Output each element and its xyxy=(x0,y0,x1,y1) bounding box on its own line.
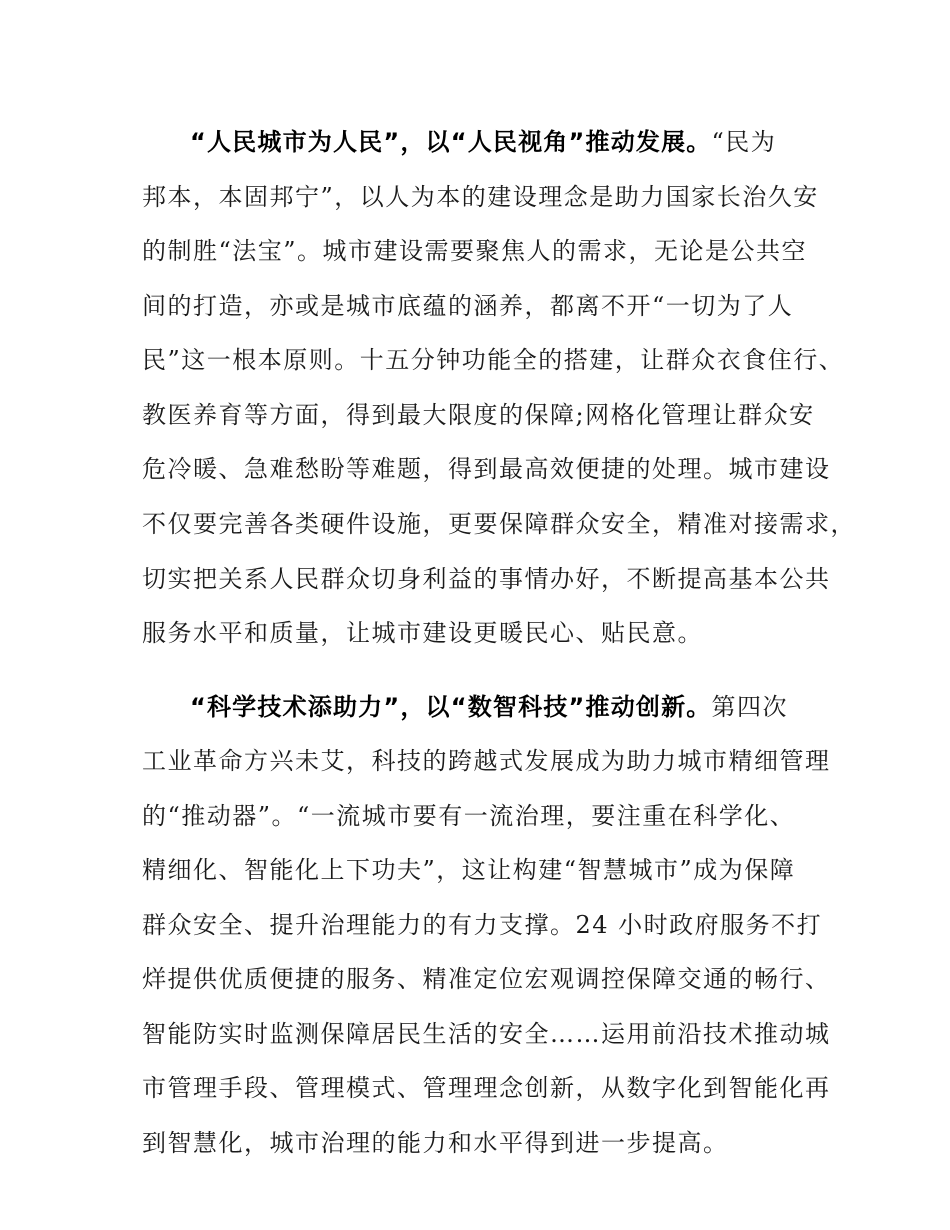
paragraph-1-line-5: 民”这一根本原则。十五分钟功能全的搭建，让群众衣食住行、 xyxy=(142,346,845,374)
paragraph-1-line-2: 邦本，本固邦宁”，以人为本的建设理念是助力国家长治久安 xyxy=(142,183,819,211)
paragraph-1-line-10: 服务水平和质量，让城市建设更暖民心、贴民意。 xyxy=(142,619,703,647)
paragraph-2-line-9: 到智慧化，城市治理的能力和水平得到进一步提高。 xyxy=(142,1129,729,1157)
paragraph-1-lead-heading: “人民城市为人民”，以“人民视角”推动发展。 xyxy=(190,128,712,156)
paragraph-1-line-9: 切实把关系人民群众切身利益的事情办好，不断提高基本公共 xyxy=(142,565,831,593)
paragraph-2-text: 第四次 xyxy=(711,693,788,721)
paragraph-1-line-4: 间的打造，亦或是城市底蕴的涵养，都离不开“一切为了人 xyxy=(142,292,794,320)
paragraph-1-line-3: 的制胜“法宝”。城市建设需要聚焦人的需求，无论是公共空 xyxy=(142,237,808,265)
paragraph-1-line-8: 不仅要完善各类硬件设施，更要保障群众安全，精准对接需求， xyxy=(142,510,856,538)
paragraph-1-line-7: 危冷暖、急难愁盼等难题，得到最高效便捷的处理。城市建设 xyxy=(142,455,831,483)
paragraph-1-text: “民为 xyxy=(711,128,777,156)
paragraph-2-line-5: 群众安全、提升治理能力的有力支撑。24 小时政府服务不打 xyxy=(142,911,823,939)
paragraph-1-line-6: 教医养育等方面，得到最大限度的保障;网格化管理让群众安 xyxy=(142,401,815,429)
paragraph-2-line-4: 精细化、智能化上下功夫”，这让构建“智慧城市”成为保障 xyxy=(142,856,796,884)
paragraph-2-line-6: 烊提供优质便捷的服务、精准定位宏观调控保障交通的畅行、 xyxy=(142,965,831,993)
paragraph-2-line-3: 的“推动器”。“一流城市要有一流治理，要注重在科学化、 xyxy=(142,802,796,830)
paragraph-1-line-1 xyxy=(190,127,776,157)
paragraph-2-line-1 xyxy=(190,692,788,722)
paragraph-2-line-7: 智能防实时监测保障居民生活的安全……运用前沿技术推动城 xyxy=(142,1020,831,1048)
paragraph-2-line-8: 市管理手段、管理模式、管理理念创新，从数字化到智能化再 xyxy=(142,1074,831,1102)
paragraph-2-lead-heading: “科学技术添助力”，以“数智科技”推动创新。 xyxy=(190,693,712,721)
paragraph-2-line-2: 工业革命方兴未艾，科技的跨越式发展成为助力城市精细管理 xyxy=(142,747,831,775)
